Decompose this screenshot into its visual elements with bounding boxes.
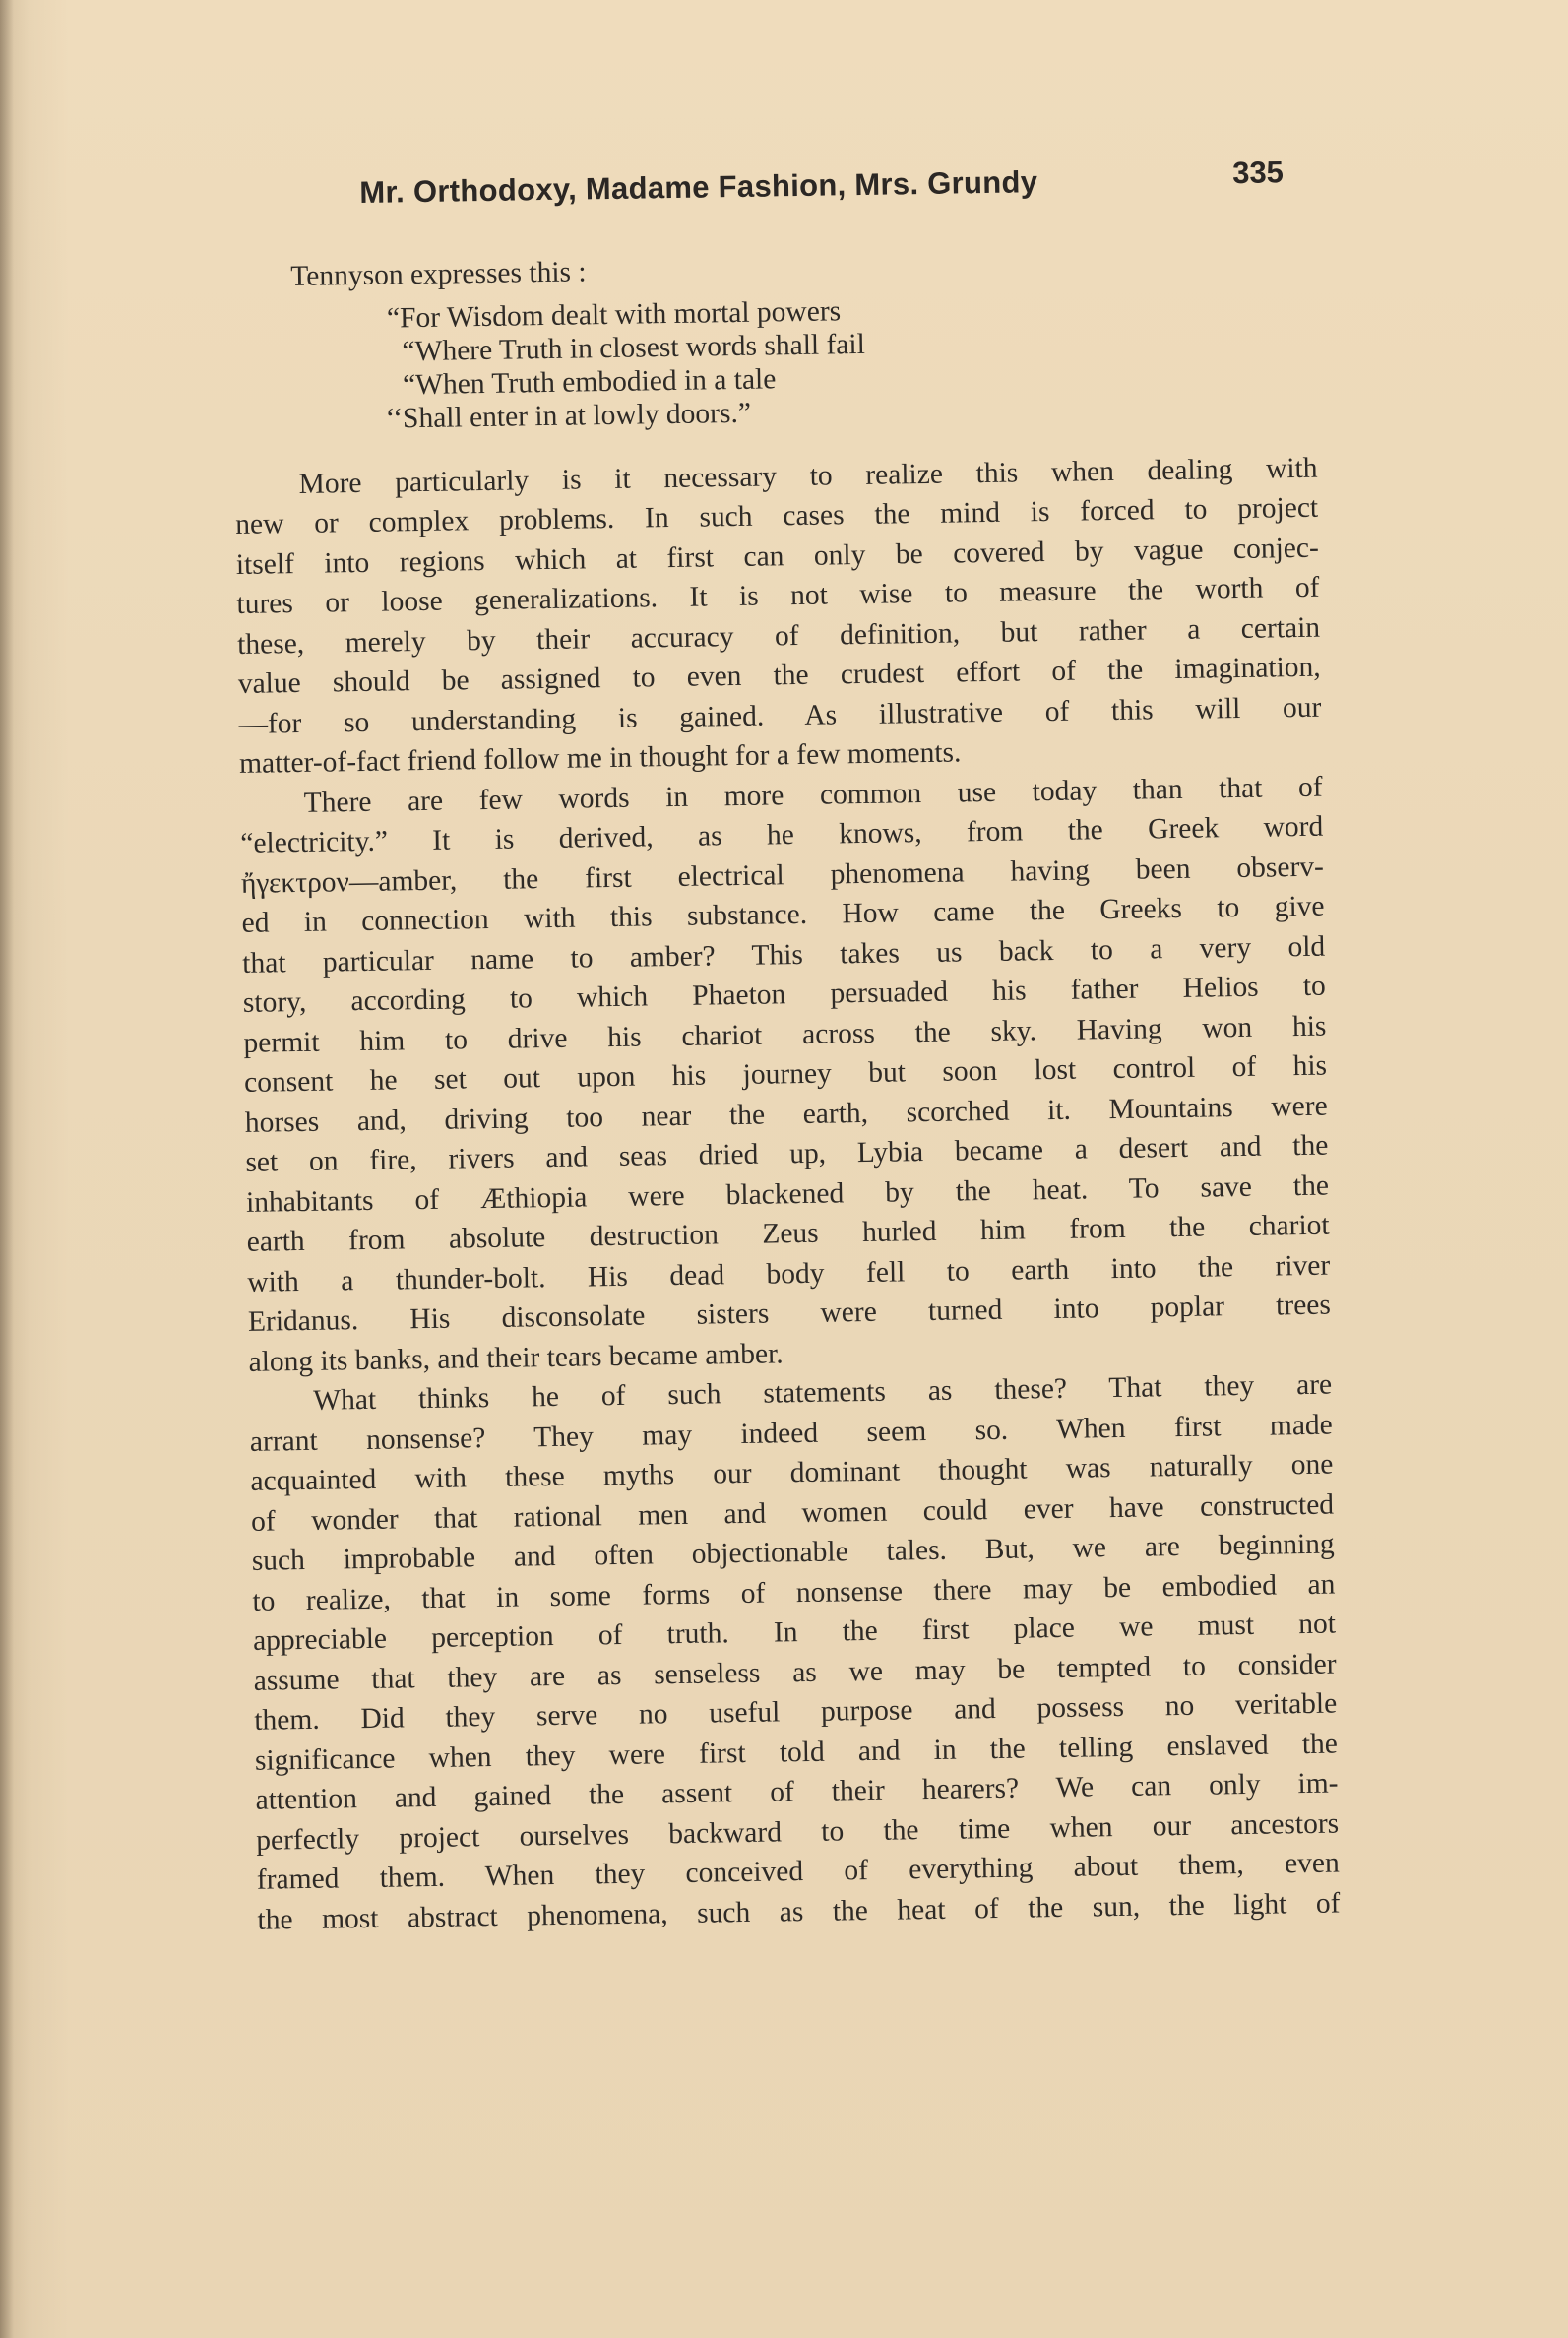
paragraph-line: new or complex problems. In such cases the mind is forced to project — [235, 491, 1319, 540]
verse-line: ‘‘Shall enter in at lowly doors.” — [385, 397, 752, 435]
body-text — [231, 241, 1341, 1940]
verse-line: “When Truth embodied in a tale — [402, 362, 777, 401]
paragraph-1 — [234, 448, 1322, 784]
paragraph-line: assume that they are as senseless as we may be tempted to consider — [253, 1648, 1337, 1697]
paragraph-2 — [239, 767, 1331, 1382]
paragraph-line: “electricity.” It is derived, as he knows, from the Greek word — [240, 810, 1324, 859]
paragraph-line: value should be assigned to even the crudest effort of the imagination, — [237, 651, 1321, 700]
paragraph-line: perfectly project ourselves backward to the time when our ancestors — [255, 1807, 1340, 1857]
verse-quotation — [232, 286, 1317, 437]
paragraph-line: framed them. When they conceived of everything about them, even — [256, 1847, 1341, 1896]
paragraph-line: Eridanus. His disconsolate sisters were turned into poplar trees — [247, 1289, 1332, 1338]
paragraph-line: —for so understanding is gained. As illustrative of this will our — [238, 691, 1322, 740]
paragraph-line: earth from absolute destruction Zeus hurled him from the chariot — [246, 1209, 1330, 1258]
paragraph-line: these, merely by their accuracy of definition, but rather a certain — [236, 611, 1321, 661]
paragraph-line: the most abstract phenomena, such as the heat of the sun, the light of — [257, 1887, 1341, 1936]
paragraph-line: ed in connection with this substance. How came the Greeks to give — [241, 890, 1325, 939]
paragraph-line: horses and, driving too near the earth, scorched it. Mountains were — [244, 1090, 1328, 1139]
paragraph-line: with a thunder-bolt. His dead body fell to earth into the river — [247, 1249, 1331, 1298]
paragraph-line: arrant nonsense? They may indeed seem so. When first made — [249, 1409, 1334, 1458]
intro-line: Tennyson expresses this : — [290, 256, 587, 293]
paragraph-line: attention and gained the assent of their hearers? We can only im- — [255, 1767, 1339, 1816]
paragraph-line: There are few words in more common use today than that of — [303, 771, 1323, 819]
paragraph-line: significance when they were first told and in the telling enslaved the — [254, 1728, 1339, 1777]
paragraph-line: acquainted with these myths our dominant thought was naturally one — [250, 1448, 1334, 1497]
paragraph-line: such improbable and often objectionable tales. But, we are beginning — [251, 1528, 1335, 1577]
paragraph-line: tures or loose generalizations. It is not wise to measure the worth of — [236, 571, 1320, 620]
running-head — [359, 155, 1295, 219]
paragraph-line: More particularly is it necessary to realize this when dealing with — [298, 452, 1318, 500]
paragraph-line: matter-of-fact friend follow me in thought for a few moments. — [238, 736, 962, 780]
paragraph-line: of wonder that rational men and women could ever have constructed — [250, 1488, 1335, 1538]
running-title: Mr. Orthodoxy, Madame Fashion, Mrs. Grundy — [359, 164, 1038, 210]
paragraph-line: ἤγεκτρον—amber, the first electrical phenomena having been observ- — [240, 851, 1325, 900]
paragraph-line: to realize, that in some forms of nonsense there may be embodied an — [252, 1568, 1336, 1617]
paragraph-line: that particular name to amber? This takes us back to a very old — [242, 930, 1326, 979]
paragraph-line: appreciable perception of truth. In the first place we must not — [252, 1608, 1337, 1657]
paragraph-line: What thinks he of such statements as these? That they are — [312, 1368, 1333, 1417]
paragraph-line: itself into regions which at first can only be covered by vague conjec- — [235, 532, 1320, 581]
binding-edge — [0, 0, 14, 2338]
paragraph-line: inhabitants of Æthiopia were blackened by the heat. To save the — [245, 1169, 1330, 1219]
paragraph-line: them. Did they serve no useful purpose and possess no veritable — [254, 1687, 1338, 1737]
verse-line: “For Wisdom dealt with mortal powers — [386, 294, 842, 335]
paragraph-line: consent he set out upon his journey but soon lost control of his — [243, 1049, 1328, 1099]
verse-line: “Where Truth in closest words shall fail — [402, 328, 866, 367]
page-number: 335 — [1231, 155, 1285, 191]
paragraph-line: permit him to drive his chariot across the sky. Having won his — [243, 1010, 1327, 1059]
paragraph-line: along its banks, and their tears became amber. — [248, 1337, 784, 1378]
paragraph-line: story, according to which Phaeton persuaded his father Helios to — [242, 970, 1327, 1019]
paragraph-line: set on fire, rivers and seas dried up, Lybia became a desert and the — [245, 1129, 1329, 1178]
paragraph-3 — [249, 1365, 1341, 1940]
